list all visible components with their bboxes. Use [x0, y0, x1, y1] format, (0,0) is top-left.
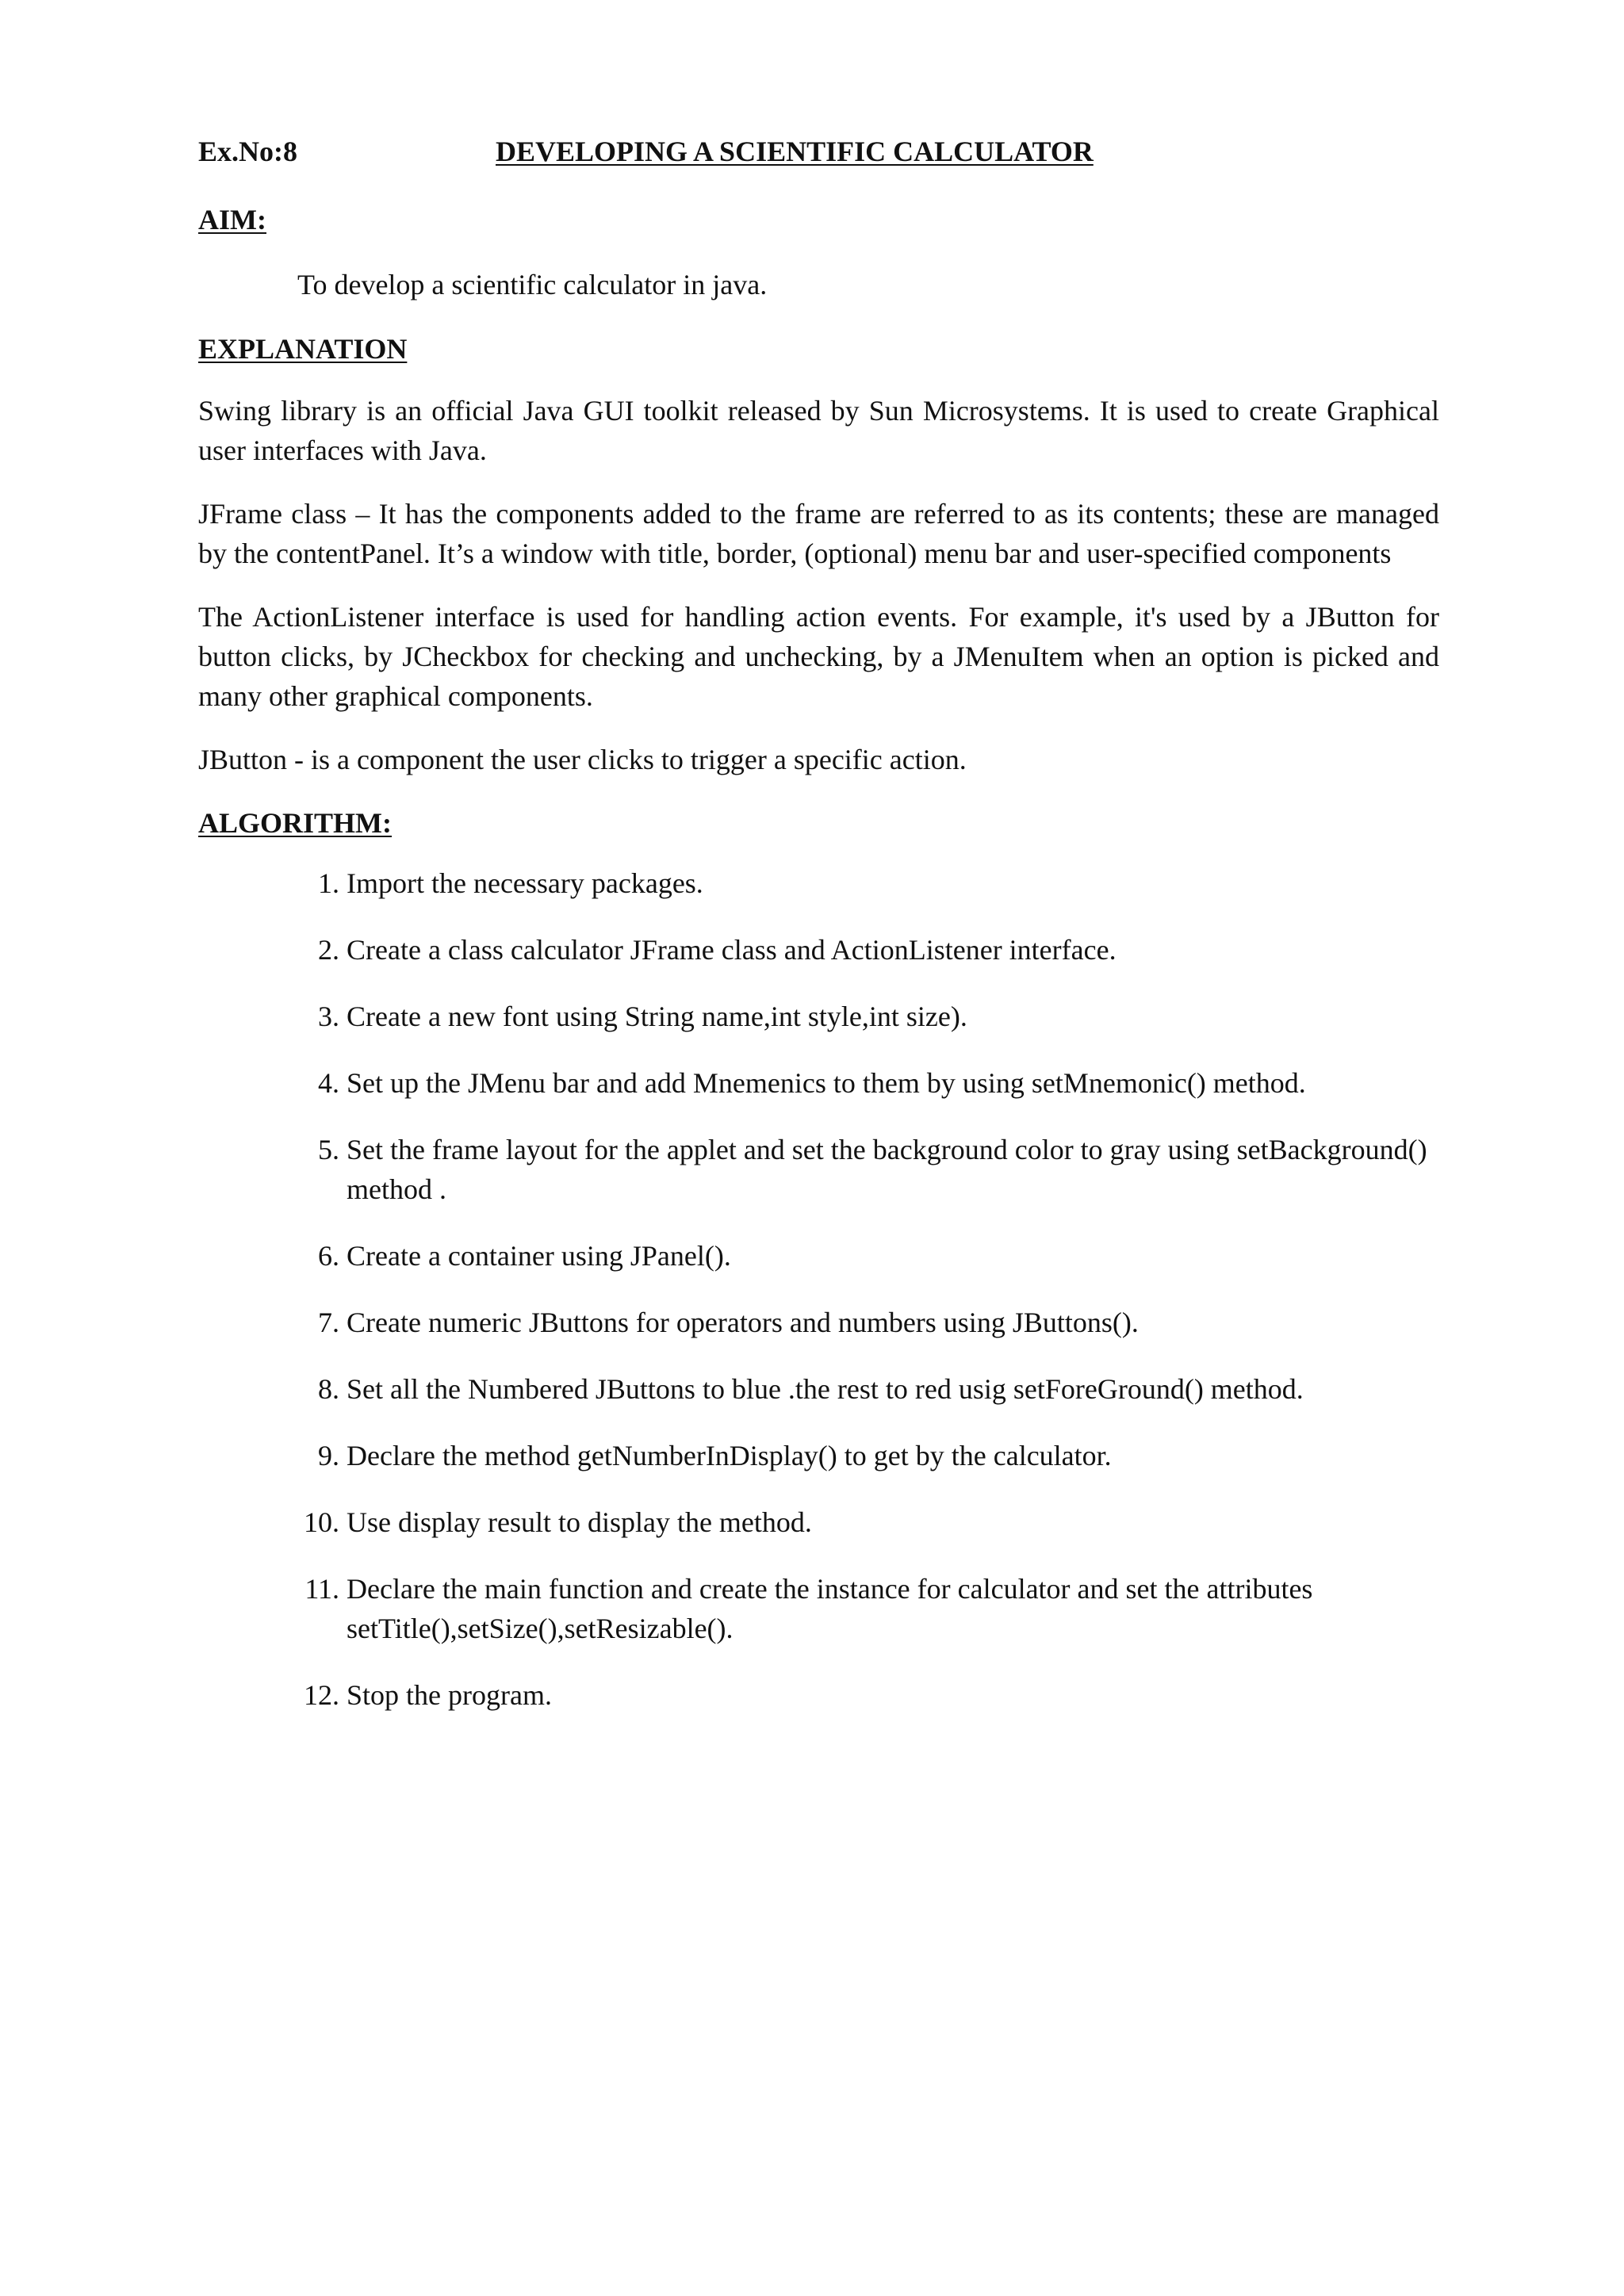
explanation-paragraph-actionlistener: The ActionListener interface is used for handling action events. For example, it's used by a JButton for button clicks, by JCheckbox for checking and unchecking, by a JMenuItem when an option is picked and many other graphical components. [198, 601, 1439, 712]
step-number: 1 . [295, 863, 339, 903]
step-number: 8 . [295, 1369, 339, 1409]
exercise-number: Ex.No:8 [198, 136, 297, 167]
title-row [198, 135, 1439, 174]
document-title: DEVELOPING A SCIENTIFIC CALCULATOR [496, 136, 1094, 167]
step-text: Declare the method getNumberInDisplay() to get by the calculator. [347, 1440, 1112, 1471]
algorithm-step [198, 997, 1439, 1036]
aim-heading: AIM: [198, 204, 266, 235]
step-text: Set all the Numbered JButtons to blue .the rest to red usig setForeGround() method. [347, 1373, 1304, 1405]
algorithm-step [198, 1502, 1439, 1542]
step-text: Create a container using JPanel(). [347, 1240, 731, 1272]
algorithm-step [198, 1130, 1439, 1209]
step-number: 11 . [285, 1569, 339, 1609]
algorithm-steps [198, 863, 1439, 1715]
explanation-paragraph-jbutton: JButton - is a component the user clicks to trigger a specific action. [198, 744, 967, 775]
explanation-paragraph-swing: Swing library is an official Java GUI toolkit released by Sun Microsystems. It is used to create Graphical user interfaces with Java. [198, 395, 1439, 466]
step-text: Create a class calculator JFrame class and ActionListener interface. [347, 934, 1116, 966]
step-text: Use display result to display the method. [347, 1506, 812, 1538]
step-number: 5 . [295, 1130, 339, 1169]
step-text: Stop the program. [347, 1679, 552, 1711]
step-number: 10 . [285, 1502, 339, 1542]
algorithm-step [198, 1063, 1439, 1103]
explanation-heading: EXPLANATION [198, 333, 408, 365]
step-text: Declare the main function and create the instance for calculator and set the attributes setTitle(),setSize(),setResizable(). [347, 1573, 1313, 1644]
step-number: 4 . [295, 1063, 339, 1103]
step-text: Import the necessary packages. [347, 867, 703, 899]
step-text: Create numeric JButtons for operators and numbers using JButtons(). [347, 1307, 1139, 1338]
algorithm-step [198, 1369, 1439, 1409]
explanation-paragraph-jframe: JFrame class – It has the components added to the frame are referred to as its contents; these are managed by the contentPanel. It’s a window with title, border, (optional) menu bar and user-specified components [198, 498, 1439, 569]
step-number: 12 . [285, 1675, 339, 1715]
step-number: 9 . [295, 1436, 339, 1475]
document-page [198, 135, 1439, 1742]
step-text: Set up the JMenu bar and add Mnemenics to them by using setMnemonic() method. [347, 1067, 1306, 1099]
step-text: Set the frame layout for the applet and set the background color to gray using setBackground() method . [347, 1134, 1427, 1205]
algorithm-step [198, 1303, 1439, 1342]
algorithm-heading: ALGORITHM: [198, 807, 393, 839]
step-number: 2 . [295, 930, 339, 970]
algorithm-step [198, 1675, 1439, 1715]
algorithm-step [198, 930, 1439, 970]
algorithm-step [198, 1436, 1439, 1475]
step-number: 7 . [295, 1303, 339, 1342]
step-text: Create a new font using String name,int style,int size). [347, 1001, 967, 1032]
algorithm-step [198, 1236, 1439, 1276]
algorithm-step [198, 863, 1439, 903]
step-number: 3 . [295, 997, 339, 1036]
aim-text: To develop a scientific calculator in java. [297, 269, 768, 300]
algorithm-step [198, 1569, 1439, 1648]
step-number: 6 . [295, 1236, 339, 1276]
